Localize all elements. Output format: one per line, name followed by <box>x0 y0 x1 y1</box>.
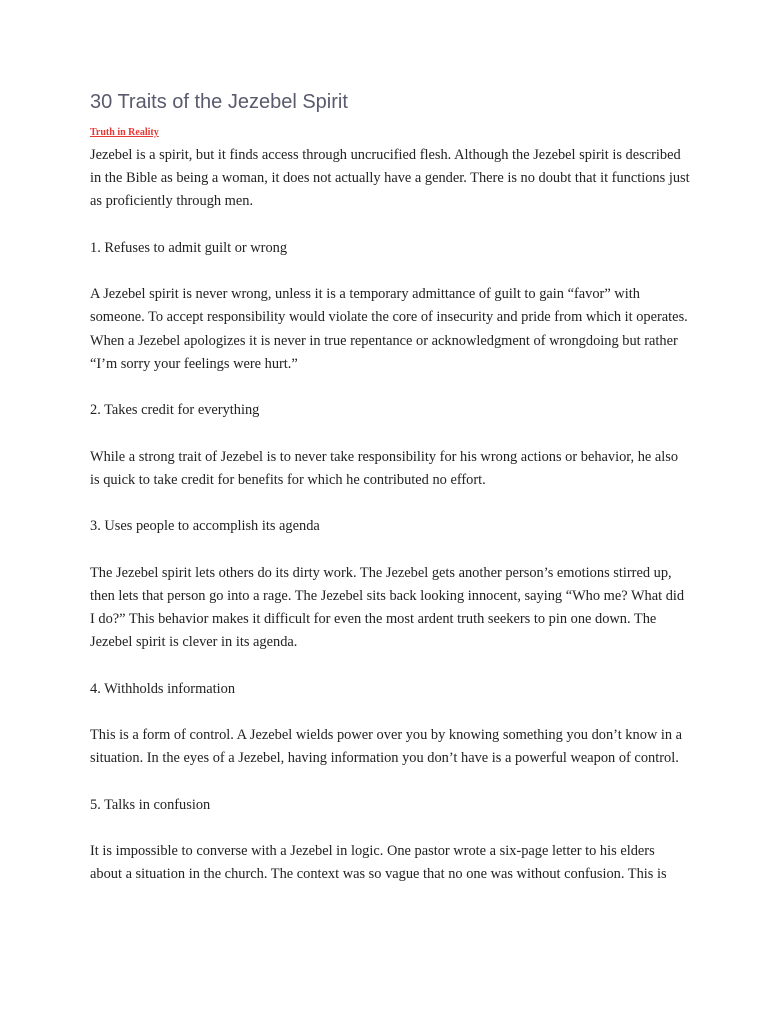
trait-body-3: The Jezebel spirit lets others do its dirty work. The Jezebel gets another person’s emotions stirred up, then lets that person go into a rage. The Jezebel sits back looking innocent, saying “Who me? What did I do?” This behavior makes it difficult for even the most ardent truth seekers to pin one down. The Jezebel spirit is clever in its agenda. <box>90 564 685 651</box>
trait-body-5: It is impossible to converse with a Jezebel in logic. One pastor wrote a six-page letter to his elders about a situation in the church. The context was so vague that no one was without confusion. This is <box>90 842 667 883</box>
trait-heading-4: 4. Withholds information <box>90 680 236 697</box>
trait-heading-1: 1. Refuses to admit guilt or wrong <box>90 239 288 256</box>
trait-heading-3: 3. Uses people to accomplish its agenda <box>90 518 320 535</box>
trait-body-1: A Jezebel spirit is never wrong, unless it is a temporary admittance of guilt to gain “favor” with someone. To accept responsibility would violate the core of insecurity and pride from which it operates. When a Jezebel apologizes it is never in true repentance or acknowledgment of wrongdoing but rather “I’m sorry your feelings were hurt.” <box>90 286 688 372</box>
page-title: 30 Traits of the Jezebel Spirit <box>90 91 348 113</box>
document-body <box>90 144 690 910</box>
trait-body-4: This is a form of control. A Jezebel wields power over you by knowing something you don’t know in a situation. In the eyes of a Jezebel, having information you don’t have is a powerful weapon of control. <box>90 726 683 767</box>
trait-heading-2: 2. Takes credit for everything <box>90 402 260 419</box>
source-link[interactable]: Truth in Reality <box>90 127 159 138</box>
intro-paragraph: Jezebel is a spirit, but it finds access through uncrucified flesh. Although the Jezebel spirit is described in the Bible as being a woman, it does not actually have a gender. There is no doubt that it functions just as proficiently through men. <box>90 147 690 210</box>
trait-heading-5: 5. Talks in confusion <box>90 796 211 813</box>
trait-body-2: While a strong trait of Jezebel is to never take responsibility for his wrong actions or behavior, he also is quick to take credit for benefits for which he contributed no effort. <box>90 448 679 488</box>
